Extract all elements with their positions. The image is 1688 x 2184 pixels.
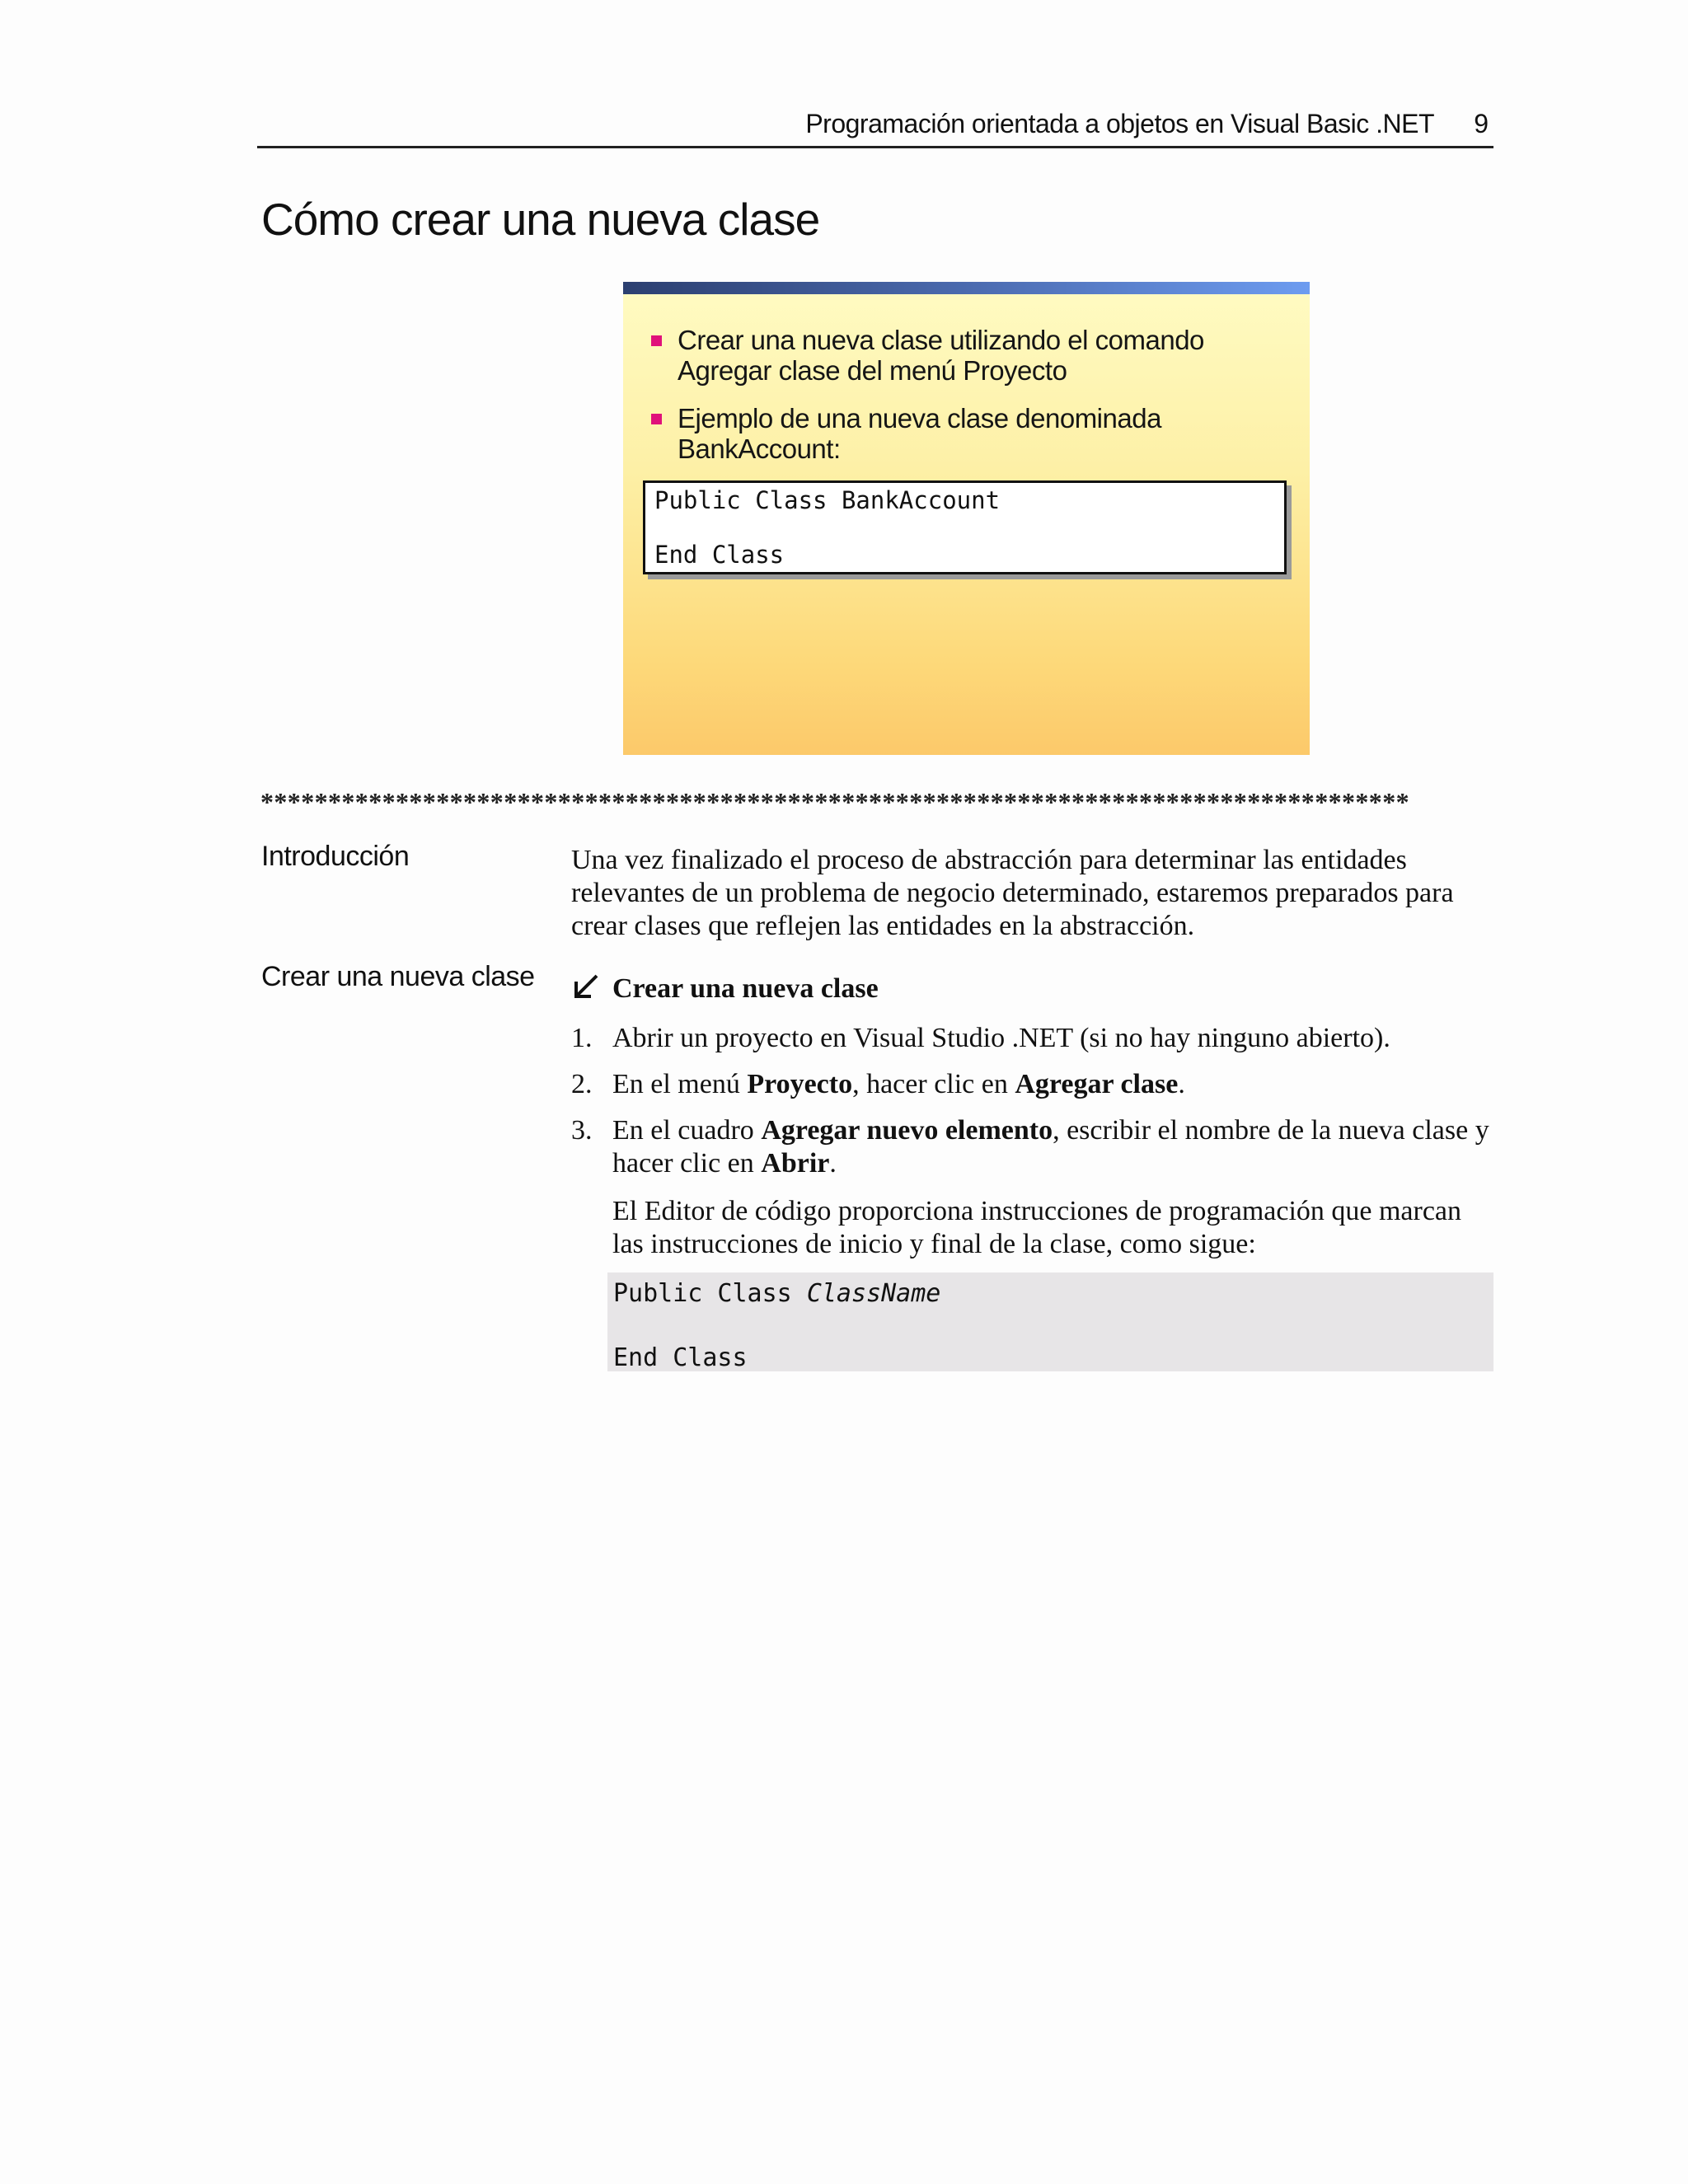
arrow-down-left-icon xyxy=(571,972,601,1001)
code-example-block xyxy=(607,1272,1493,1371)
page-title: Cómo crear una nueva clase xyxy=(261,194,820,245)
slide-bullet xyxy=(651,325,1278,386)
bullet-square-icon xyxy=(651,335,662,346)
running-header-title: Programación orientada a objetos en Visual Basic .NET xyxy=(805,109,1434,138)
code-line-blank xyxy=(613,1310,1488,1342)
separator-asterisks: ************************************************************************************* xyxy=(260,787,1409,817)
bullet-square-icon xyxy=(651,414,662,424)
margin-label-introduccion: Introducción xyxy=(261,841,410,872)
slide-code-box xyxy=(643,480,1287,574)
code-line xyxy=(613,1277,1488,1310)
procedure-step xyxy=(571,1068,1494,1101)
intro-paragraph: Una vez finalizado el proceso de abstracción para determinar las entidades relevantes de un problema de negocio determinado, estaremos preparados para crear clases que reflejen las entidades en la abstracción. xyxy=(571,845,1454,941)
dialog-name-agregar-nuevo-elemento: Agregar nuevo elemento xyxy=(761,1115,1053,1146)
step-text-part: , hacer clic en xyxy=(852,1069,1015,1099)
editor-note-paragraph: El Editor de código proporciona instrucciones de programación que marcan las instrucciones de inicio y final de la clase, como sigue: xyxy=(612,1196,1462,1259)
slide-code-line: Public Class BankAccount xyxy=(654,486,1001,514)
step-number: 2. xyxy=(571,1069,593,1099)
slide-code-line xyxy=(654,514,1275,541)
slide-code-line: End Class xyxy=(654,541,785,569)
procedure-step xyxy=(571,1114,1494,1180)
procedure-step xyxy=(571,1022,1494,1055)
code-line: End Class xyxy=(613,1343,748,1372)
slide xyxy=(623,282,1310,755)
slide-bullet-text: Crear una nueva clase utilizando el comando Agregar clase del menú Proyecto xyxy=(678,325,1204,386)
step-text-part: En el cuadro xyxy=(612,1115,762,1146)
command-agregar-clase: Agregar clase xyxy=(1015,1069,1179,1099)
step-text-part: , escribir el nombre de la nueva clase y hacer clic en xyxy=(612,1115,1489,1179)
step-text-part: . xyxy=(1178,1069,1185,1099)
step-text xyxy=(612,1114,1494,1180)
slide-bullet xyxy=(651,403,1278,464)
step-text-part: Abrir un proyecto en Visual Studio .NET (si no hay ninguno abierto). xyxy=(612,1023,1390,1053)
step-text xyxy=(612,1022,1494,1055)
button-name-abrir: Abrir xyxy=(761,1148,830,1179)
running-header xyxy=(257,107,1493,148)
slide-bullet-text: Ejemplo de una nueva clase denominada BankAccount: xyxy=(678,403,1161,464)
step-number: 3. xyxy=(571,1115,593,1146)
menu-name-proyecto: Proyecto xyxy=(747,1069,853,1099)
step-text-part: . xyxy=(829,1148,837,1179)
step-text-part: En el menú xyxy=(612,1069,748,1099)
slide-title-bar xyxy=(623,282,1310,294)
procedure-heading-text: Crear una nueva clase xyxy=(612,973,879,1004)
step-number: 1. xyxy=(571,1023,593,1053)
step-text xyxy=(612,1068,1494,1101)
page-number: 9 xyxy=(1474,109,1489,138)
code-keywords: Public Class xyxy=(613,1279,807,1308)
code-placeholder-classname: ClassName xyxy=(806,1279,941,1308)
margin-label-crear-clase: Crear una nueva clase xyxy=(261,961,535,992)
